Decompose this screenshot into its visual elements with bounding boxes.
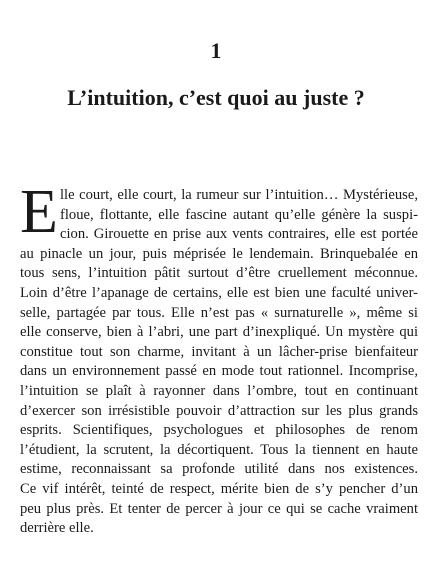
text-line: tous sens, l’intuition pâtit surtout d’être cruellement méconnue. (20, 265, 418, 282)
text-line: lle court, elle court, la rumeur sur l’intuition… Mystérieuse, (60, 187, 418, 203)
text-line: constitue tout son charme, invitant à un lâcher-prise bienfaiteur (20, 343, 418, 360)
text-line: selle, partagée par tous. Elle n’est pas « surnaturelle », même si (20, 304, 418, 321)
text-line: d’exercer son irrésistible pouvoir d’attraction sur les plus grands (20, 402, 418, 419)
text-line: derrière elle. (20, 520, 94, 537)
text-line: l’intuition se plaît à rayonner dans l’ombre, tout en continuant (20, 382, 418, 399)
text-line: Loin d’être l’apanage de certains, elle est bien une faculté univer- (20, 284, 418, 301)
drop-cap-letter: E (20, 178, 58, 246)
text-line: l’étudient, la scrutent, la décortiquent. Tous la tiennent en haute (20, 441, 418, 458)
text-line: esprits. Scientifiques, psychologues et philosophes de renom (20, 422, 418, 439)
text-line: floue, flottante, elle fascine autant qu’elle génère la suspi- (60, 206, 418, 223)
text-line: dans un environnement passé en mode tout rationnel. Incomprise, (20, 363, 418, 380)
text-line: au pinacle un jour, puis méprisée le lendemain. Brinquebalée en (20, 245, 418, 262)
chapter-number: 1 (210, 38, 222, 63)
chapter-title: L’intuition, c’est quoi au juste ? (67, 85, 365, 110)
body-paragraph (20, 178, 418, 539)
text-line: cion. Girouette en prise aux vents contraires, elle est portée (60, 226, 418, 243)
text-line: estime, reconnaissant sa profonde utilité dans nos existences. (20, 461, 418, 478)
text-line: peu plus près. Et tenter de percer à jour ce qui se cache vraiment (20, 500, 418, 517)
text-line: Ce vif intérêt, teinté de respect, mérite bien de s’y pencher d’un (20, 480, 418, 497)
text-line: elle conserve, bien à l’abri, une part d’inexpliqué. Un mystère qui (20, 324, 418, 341)
